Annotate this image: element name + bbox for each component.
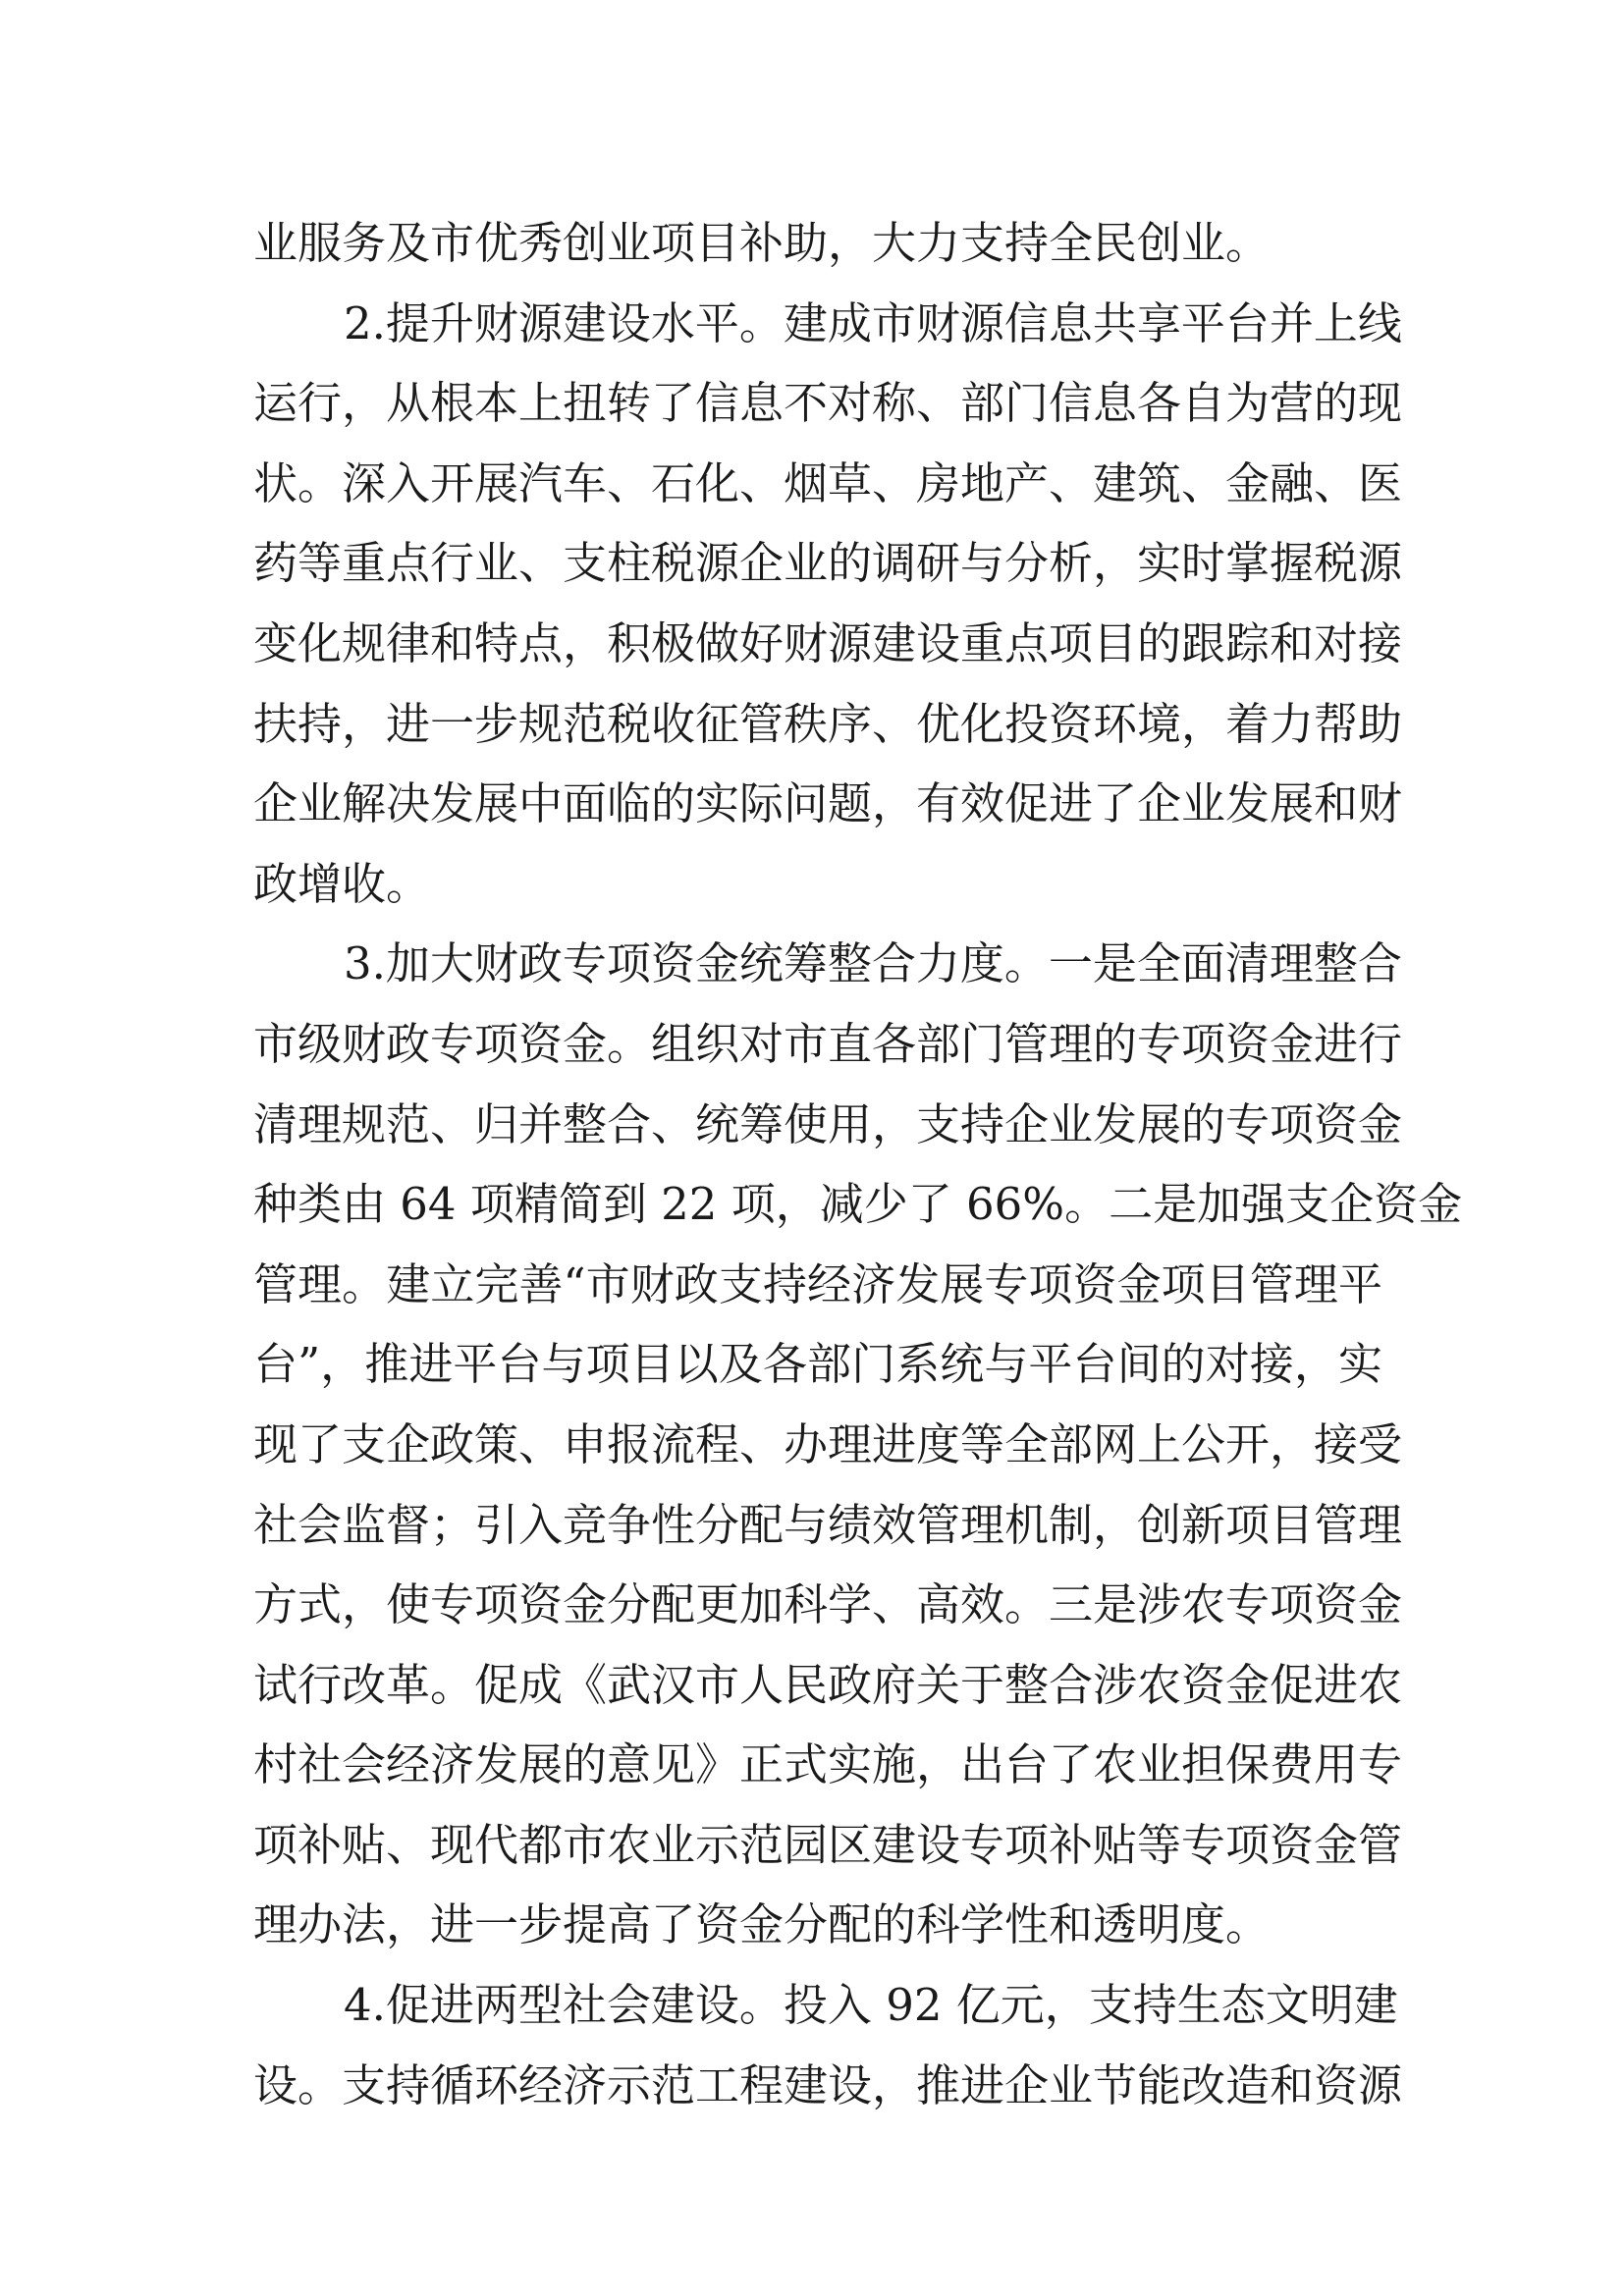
text-line: 设。支持循环经济示范工程建设，推进企业节能改造和资源 bbox=[253, 2058, 1403, 2111]
text-line: 企业解决发展中面临的实际问题，有效促进了企业发展和财 bbox=[253, 777, 1403, 830]
text-line: 扶持，进一步规范税收征管秩序、优化投资环境，着力帮助 bbox=[253, 697, 1403, 750]
text-line: 管理。建立完善“市财政支持经济发展专项资金项目管理平 bbox=[253, 1257, 1382, 1310]
text-line: 现了支企政策、申报流程、办理进度等全部网上公开，接受 bbox=[253, 1417, 1403, 1470]
text-line: 台”，推进平台与项目以及各部门系统与平台间的对接，实 bbox=[253, 1338, 1382, 1391]
text-line: 社会监督；引入竞争性分配与绩效管理机制，创新项目管理 bbox=[253, 1498, 1403, 1551]
text-line: 运行，从根本上扭转了信息不对称、部门信息各自为营的现 bbox=[253, 377, 1403, 430]
text-line: 试行改革。促成《武汉市人民政府关于整合涉农资金促进农 bbox=[253, 1658, 1403, 1711]
text-line: 种类由 64 项精简到 22 项，减少了 66%。二是加强支企资金 bbox=[253, 1178, 1463, 1231]
text-line: 村社会经济发展的意见》正式实施，出台了农业担保费用专 bbox=[253, 1738, 1403, 1791]
text-line: 理办法，进一步提高了资金分配的科学性和透明度。 bbox=[253, 1898, 1271, 1951]
text-line: 变化规律和特点，积极做好财源建设重点项目的跟踪和对接 bbox=[253, 616, 1403, 669]
body-text bbox=[253, 203, 1463, 2125]
text-line: 市级财政专项资金。组织对市直各部门管理的专项资金进行 bbox=[253, 1017, 1403, 1070]
text-line: 清理规范、归并整合、统筹使用，支持企业发展的专项资金 bbox=[253, 1097, 1403, 1150]
text-line: 方式，使专项资金分配更加科学、高效。三是涉农专项资金 bbox=[253, 1578, 1403, 1631]
text-line: 3.加大财政专项资金统筹整合力度。一是全面清理整合 bbox=[344, 937, 1402, 990]
text-line: 2.提升财源建设水平。建成市财源信息共享平台并上线 bbox=[344, 296, 1402, 349]
text-line: 状。深入开展汽车、石化、烟草、房地产、建筑、金融、医 bbox=[253, 456, 1403, 509]
text-line: 业服务及市优秀创业项目补助，大力支持全民创业。 bbox=[253, 217, 1271, 269]
text-line: 政增收。 bbox=[253, 857, 431, 910]
text-line: 药等重点行业、支柱税源企业的调研与分析，实时掌握税源 bbox=[253, 537, 1403, 590]
text-line: 4.促进两型社会建设。投入 92 亿元，支持生态文明建 bbox=[344, 1979, 1398, 2032]
text-line: 项补贴、现代都市农业示范园区建设专项补贴等专项资金管 bbox=[253, 1818, 1403, 1871]
